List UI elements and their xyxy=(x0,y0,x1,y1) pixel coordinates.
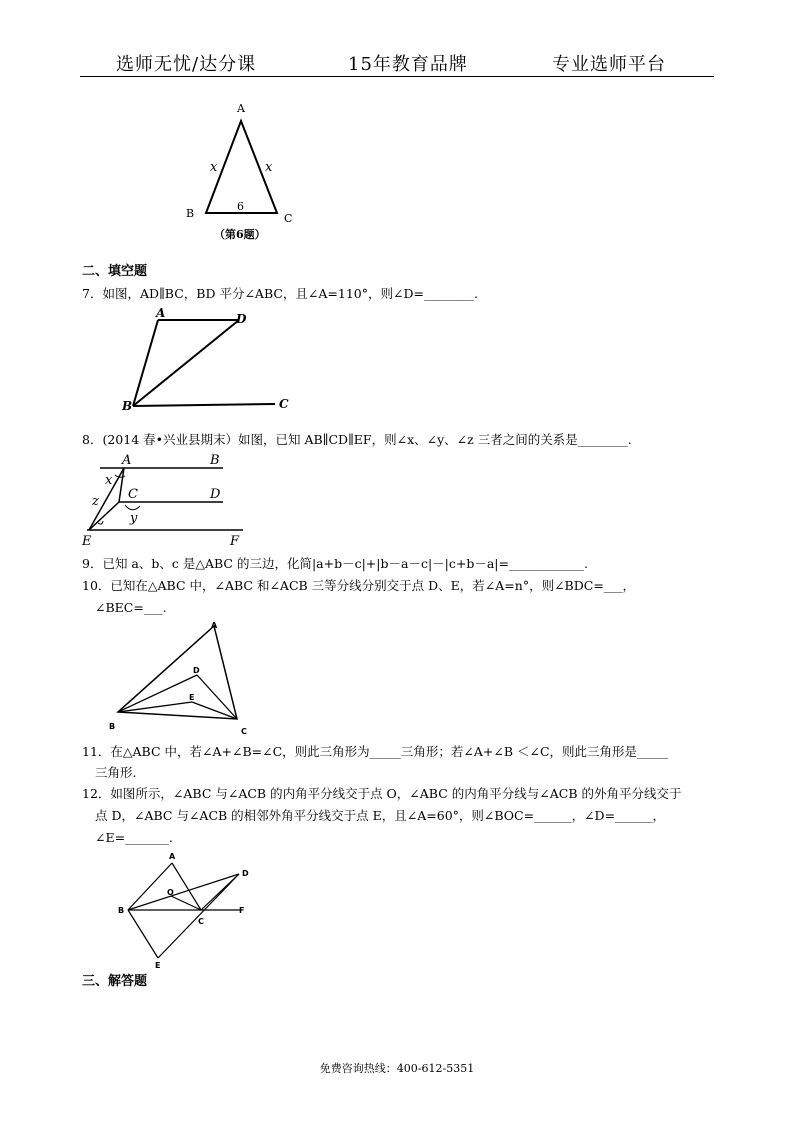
label-d: D xyxy=(193,666,200,675)
label-a: A xyxy=(169,852,176,861)
label-e: E xyxy=(155,961,161,970)
angle-arc-y xyxy=(125,505,140,510)
header-center: 15年教育品牌 xyxy=(348,54,468,75)
label-d: D xyxy=(242,869,249,878)
section-title-fill-blank: 二、填空题 xyxy=(82,264,148,279)
question-12-line-2: 点 D，∠ABC 与∠ACB 的相邻外角平分线交于点 E，且∠A=60°，则∠BOC=______，∠D=______， xyxy=(95,808,666,823)
question-12-line-3: ∠E=_______. xyxy=(95,830,173,845)
figure-q10 xyxy=(100,616,260,742)
label-c: C xyxy=(284,212,293,225)
label-a: A xyxy=(156,306,166,320)
figure-q7 xyxy=(115,306,295,416)
segment-ab xyxy=(133,320,158,406)
header-right: 专业选师平台 xyxy=(552,54,666,75)
segment-bd xyxy=(133,320,239,406)
label-b: B xyxy=(118,906,125,915)
label-x: x xyxy=(105,473,113,488)
label-b: B xyxy=(109,722,116,731)
label-a: A xyxy=(122,453,132,468)
figure-q8 xyxy=(80,452,260,552)
segment-be xyxy=(128,910,158,958)
question-8-text: 8．(2014 春•兴业县期末）如图，已知 AB∥CD∥EF，则∠x、∠y、∠z 三者之间的关系是________. xyxy=(82,432,632,447)
question-10-line-2: ∠BEC=___. xyxy=(95,600,167,615)
question-11-line-1: 11．在△ABC 中，若∠A+∠B=∠C，则此三角形为_____三角形；若∠A+∠B ＜∠C，则此三角形是_____ xyxy=(82,744,669,759)
label-d: D xyxy=(236,312,247,326)
label-b: B xyxy=(186,207,195,220)
label-y: y xyxy=(130,511,138,526)
label-c: C xyxy=(198,917,204,926)
question-10-line-1: 10．已知在△ABC 中，∠ABC 和∠ACB 三等分线分别交于点 D、E，若∠A=n°，则∠BDC=___， xyxy=(82,578,636,593)
page-header xyxy=(80,48,714,77)
header-left: 选师无忧/达分课 xyxy=(116,54,257,75)
base-label: 6 xyxy=(237,200,244,213)
label-d: D xyxy=(210,487,221,502)
label-f: F xyxy=(230,534,240,549)
question-11-line-2: 三角形. xyxy=(95,765,137,780)
label-a: A xyxy=(237,102,245,115)
label-b: B xyxy=(210,453,220,468)
label-f: F xyxy=(239,906,245,915)
label-a: A xyxy=(211,621,218,630)
side-left-label: x xyxy=(210,160,218,175)
segment-bc xyxy=(133,404,275,406)
figure-q6 xyxy=(180,98,310,248)
label-b: B xyxy=(122,399,133,413)
side-right-label: x xyxy=(265,160,273,175)
page-footer: 免费咨询热线：400-612-5351 xyxy=(319,1062,475,1075)
label-e: E xyxy=(82,534,92,549)
label-z: z xyxy=(92,494,99,509)
label-c: C xyxy=(241,727,247,736)
question-9-text: 9．已知 a、b、c 是△ABC 的三边，化简|a+b－c|+|b－a－c|－|c+b－a|=____________. xyxy=(82,556,588,571)
figure-caption: （第6题） xyxy=(214,228,266,241)
label-c: C xyxy=(279,397,289,411)
label-e: E xyxy=(189,693,195,702)
figure-q12 xyxy=(105,848,265,972)
label-c: C xyxy=(128,487,138,502)
question-12-line-1: 12．如图所示，∠ABC 与∠ACB 的内角平分线交于点 O，∠ABC 的内角平分线与∠ACB 的外角平分线交于 xyxy=(82,786,682,801)
label-o: O xyxy=(167,888,174,897)
section-title-solutions: 三、解答题 xyxy=(82,974,148,989)
triangle-abc xyxy=(118,626,237,719)
question-7-text: 7．如图，AD∥BC，BD 平分∠ABC，且∠A=110°，则∠D=________. xyxy=(82,286,478,301)
